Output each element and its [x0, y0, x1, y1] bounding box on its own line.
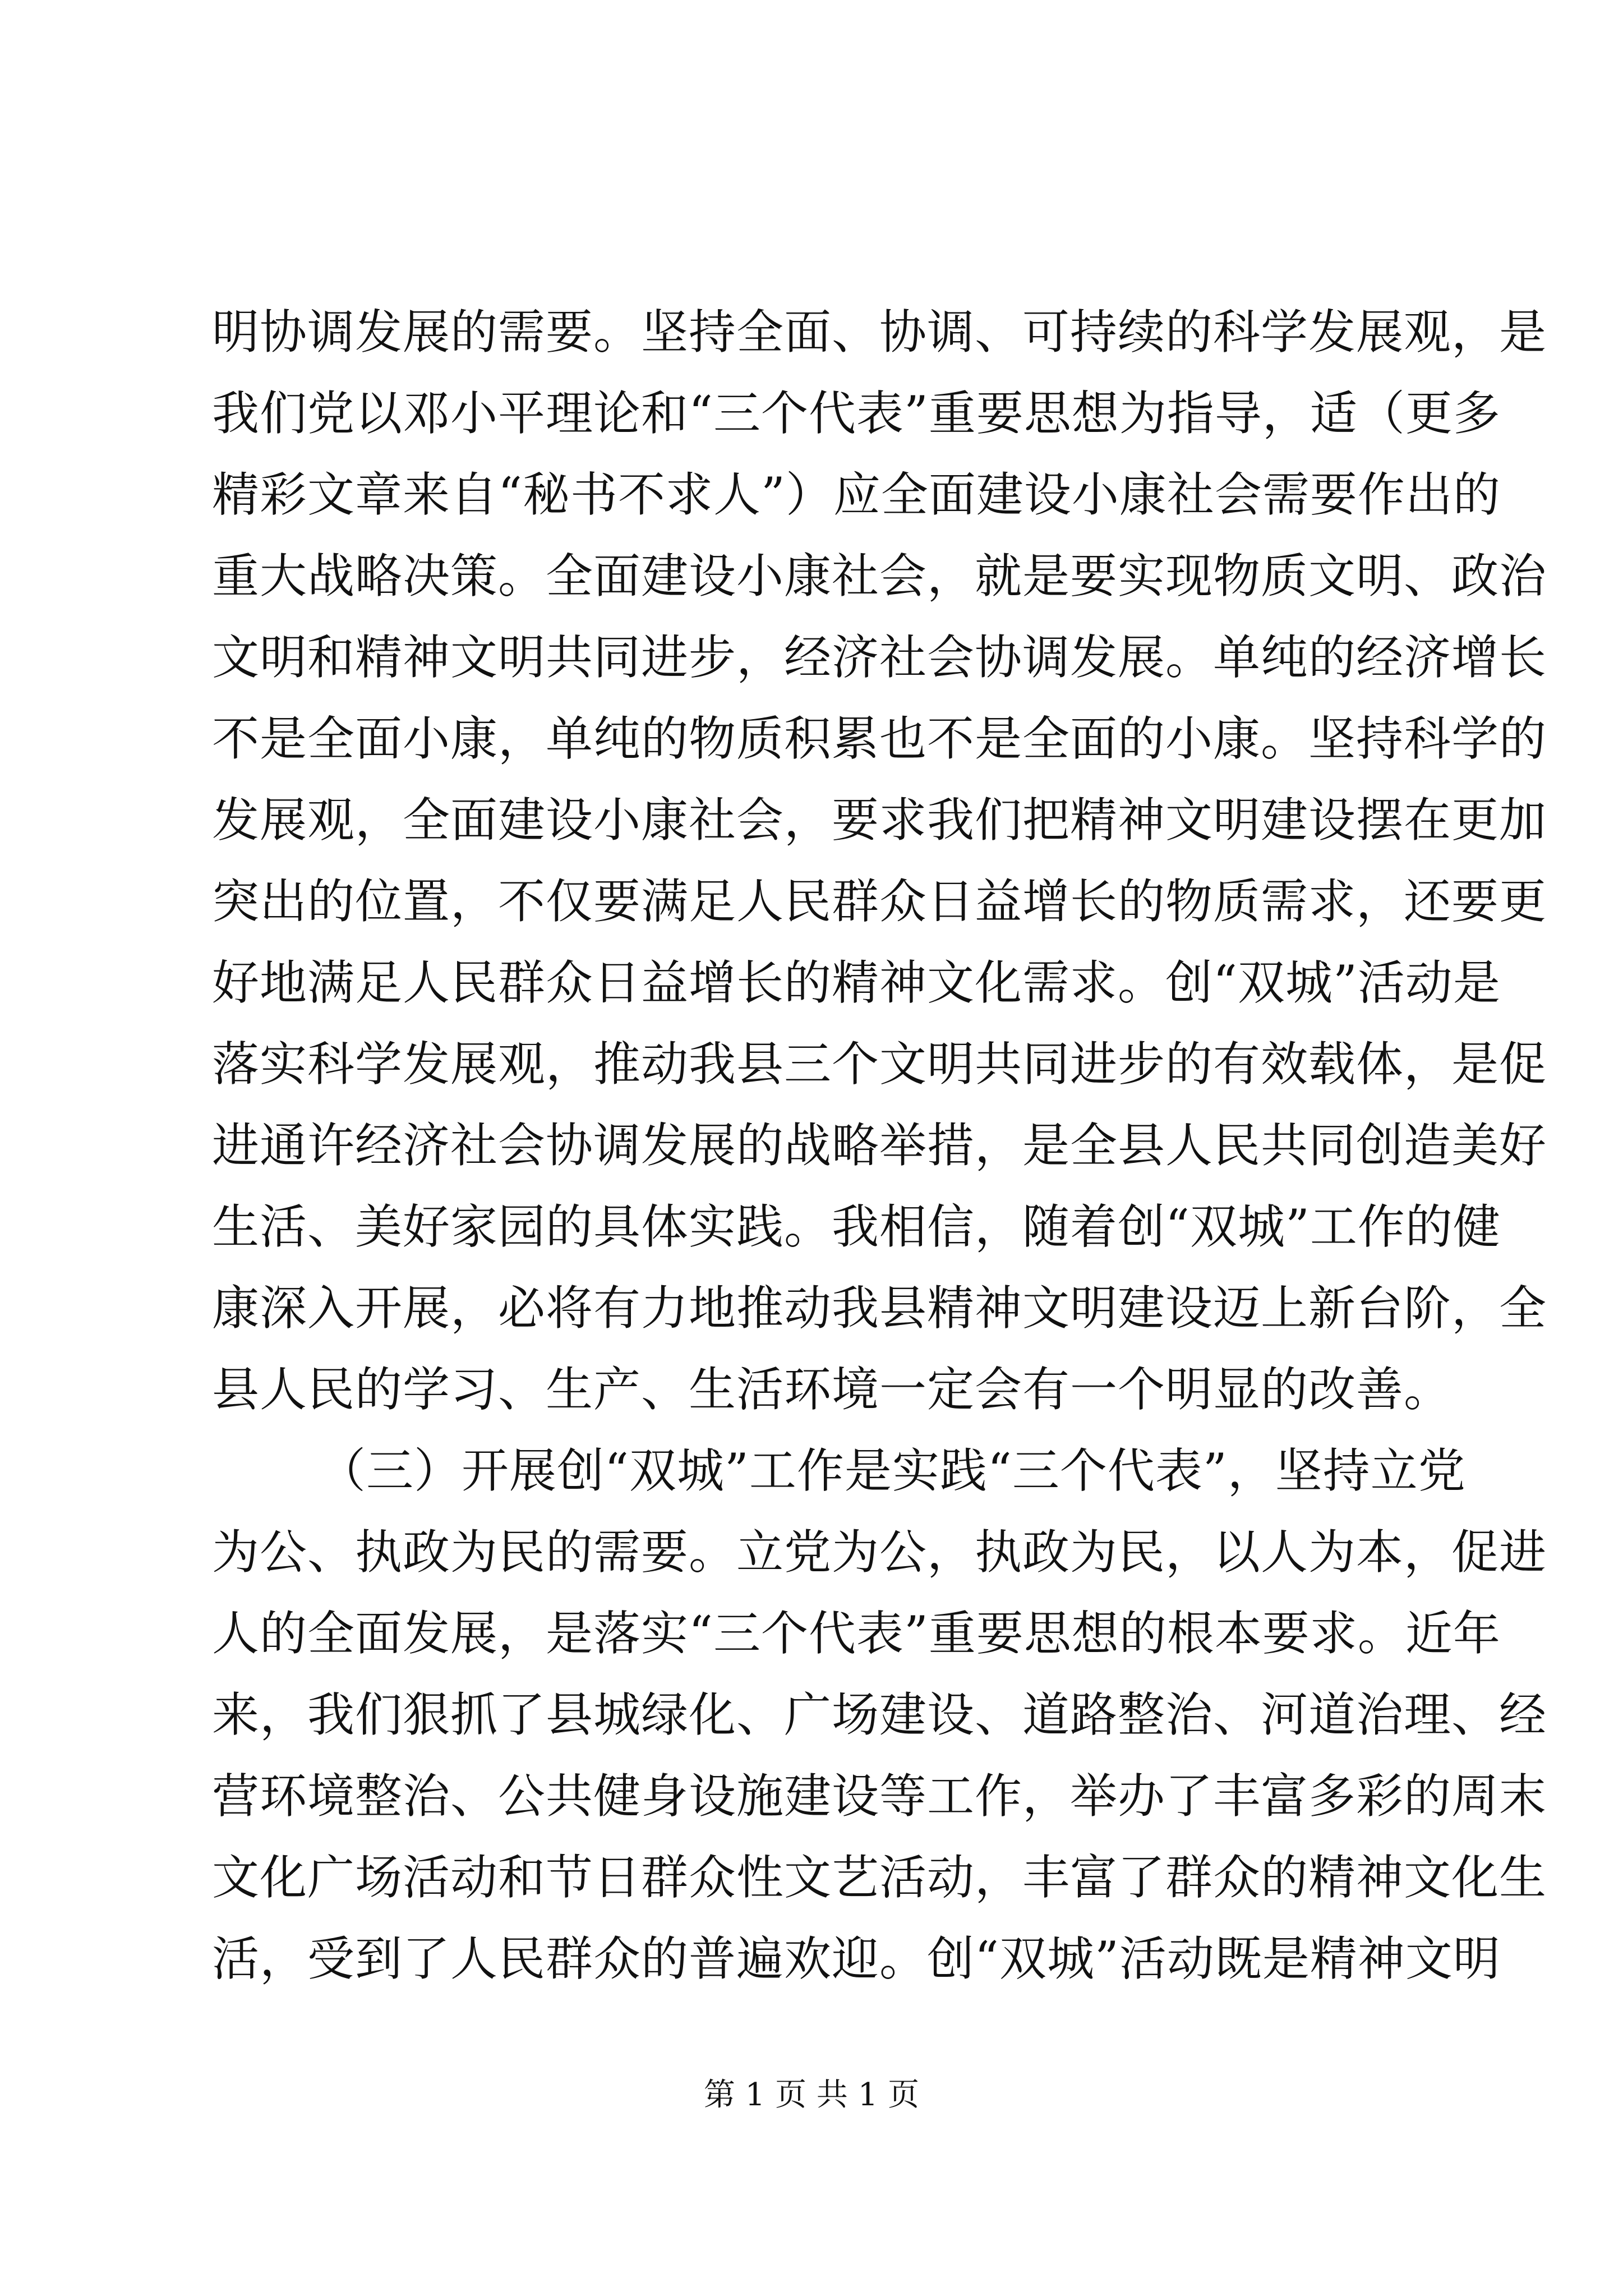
text-line: 落实科学发展观，推动我县三个文明共同进步的有效载体，是促	[212, 1037, 1547, 1092]
text-line: 好地满足人民群众日益增长的精神文化需求。创“双城”活动是	[212, 955, 1501, 1010]
text-line: 不是全面小康，单纯的物质积累也不是全面的小康。坚持科学的	[212, 711, 1547, 766]
text-line: 精彩文章来自“秘书不求人”）应全面建设小康社会需要作出的	[212, 467, 1501, 522]
section-heading-line: （三）开展创“双城”工作是实践“三个代表”，坚持立党	[319, 1443, 1466, 1498]
page-footer	[0, 2076, 1623, 2115]
text-line: 重大战略决策。全面建设小康社会，就是要实现物质文明、政治	[212, 549, 1547, 604]
text-line: 人的全面发展，是落实“三个代表”重要思想的根本要求。近年	[212, 1606, 1501, 1661]
text-line: 生活、美好家园的具体实践。我相信，随着创“双城”工作的健	[212, 1199, 1501, 1254]
text-line: 来，我们狠抓了县城绿化、广场建设、道路整治、河道治理、经	[212, 1687, 1547, 1742]
text-line: 明协调发展的需要。坚持全面、协调、可持续的科学发展观，是	[212, 305, 1547, 360]
text-line: 康深入开展，必将有力地推动我县精神文明建设迈上新台阶，全	[212, 1281, 1547, 1336]
text-line: 营环境整治、公共健身设施建设等工作，举办了丰富多彩的周末	[212, 1769, 1547, 1824]
page-number: 第 1 页 共 1 页	[703, 2077, 920, 2113]
text-line: 进通许经济社会协调发展的战略举措，是全县人民共同创造美好	[212, 1118, 1547, 1173]
text-line: 文明和精神文明共同进步，经济社会协调发展。单纯的经济增长	[212, 630, 1547, 685]
text-line: 突出的位置，不仅要满足人民群众日益增长的物质需求，还要更	[212, 874, 1547, 929]
text-line: 县人民的学习、生产、生活环境一定会有一个明显的改善。	[212, 1362, 1452, 1417]
body-text	[212, 292, 1547, 2000]
text-line: 活，受到了人民群众的普遍欢迎。创“双城”活动既是精神文明	[212, 1931, 1501, 1986]
text-line: 文化广场活动和节日群众性文艺活动，丰富了群众的精神文化生	[212, 1850, 1547, 1905]
text-line: 我们党以邓小平理论和“三个代表”重要思想为指导，适（更多	[212, 386, 1501, 441]
text-line: 发展观，全面建设小康社会，要求我们把精神文明建设摆在更加	[212, 793, 1547, 848]
text-line: 为公、执政为民的需要。立党为公，执政为民，以人为本，促进	[212, 1525, 1547, 1580]
